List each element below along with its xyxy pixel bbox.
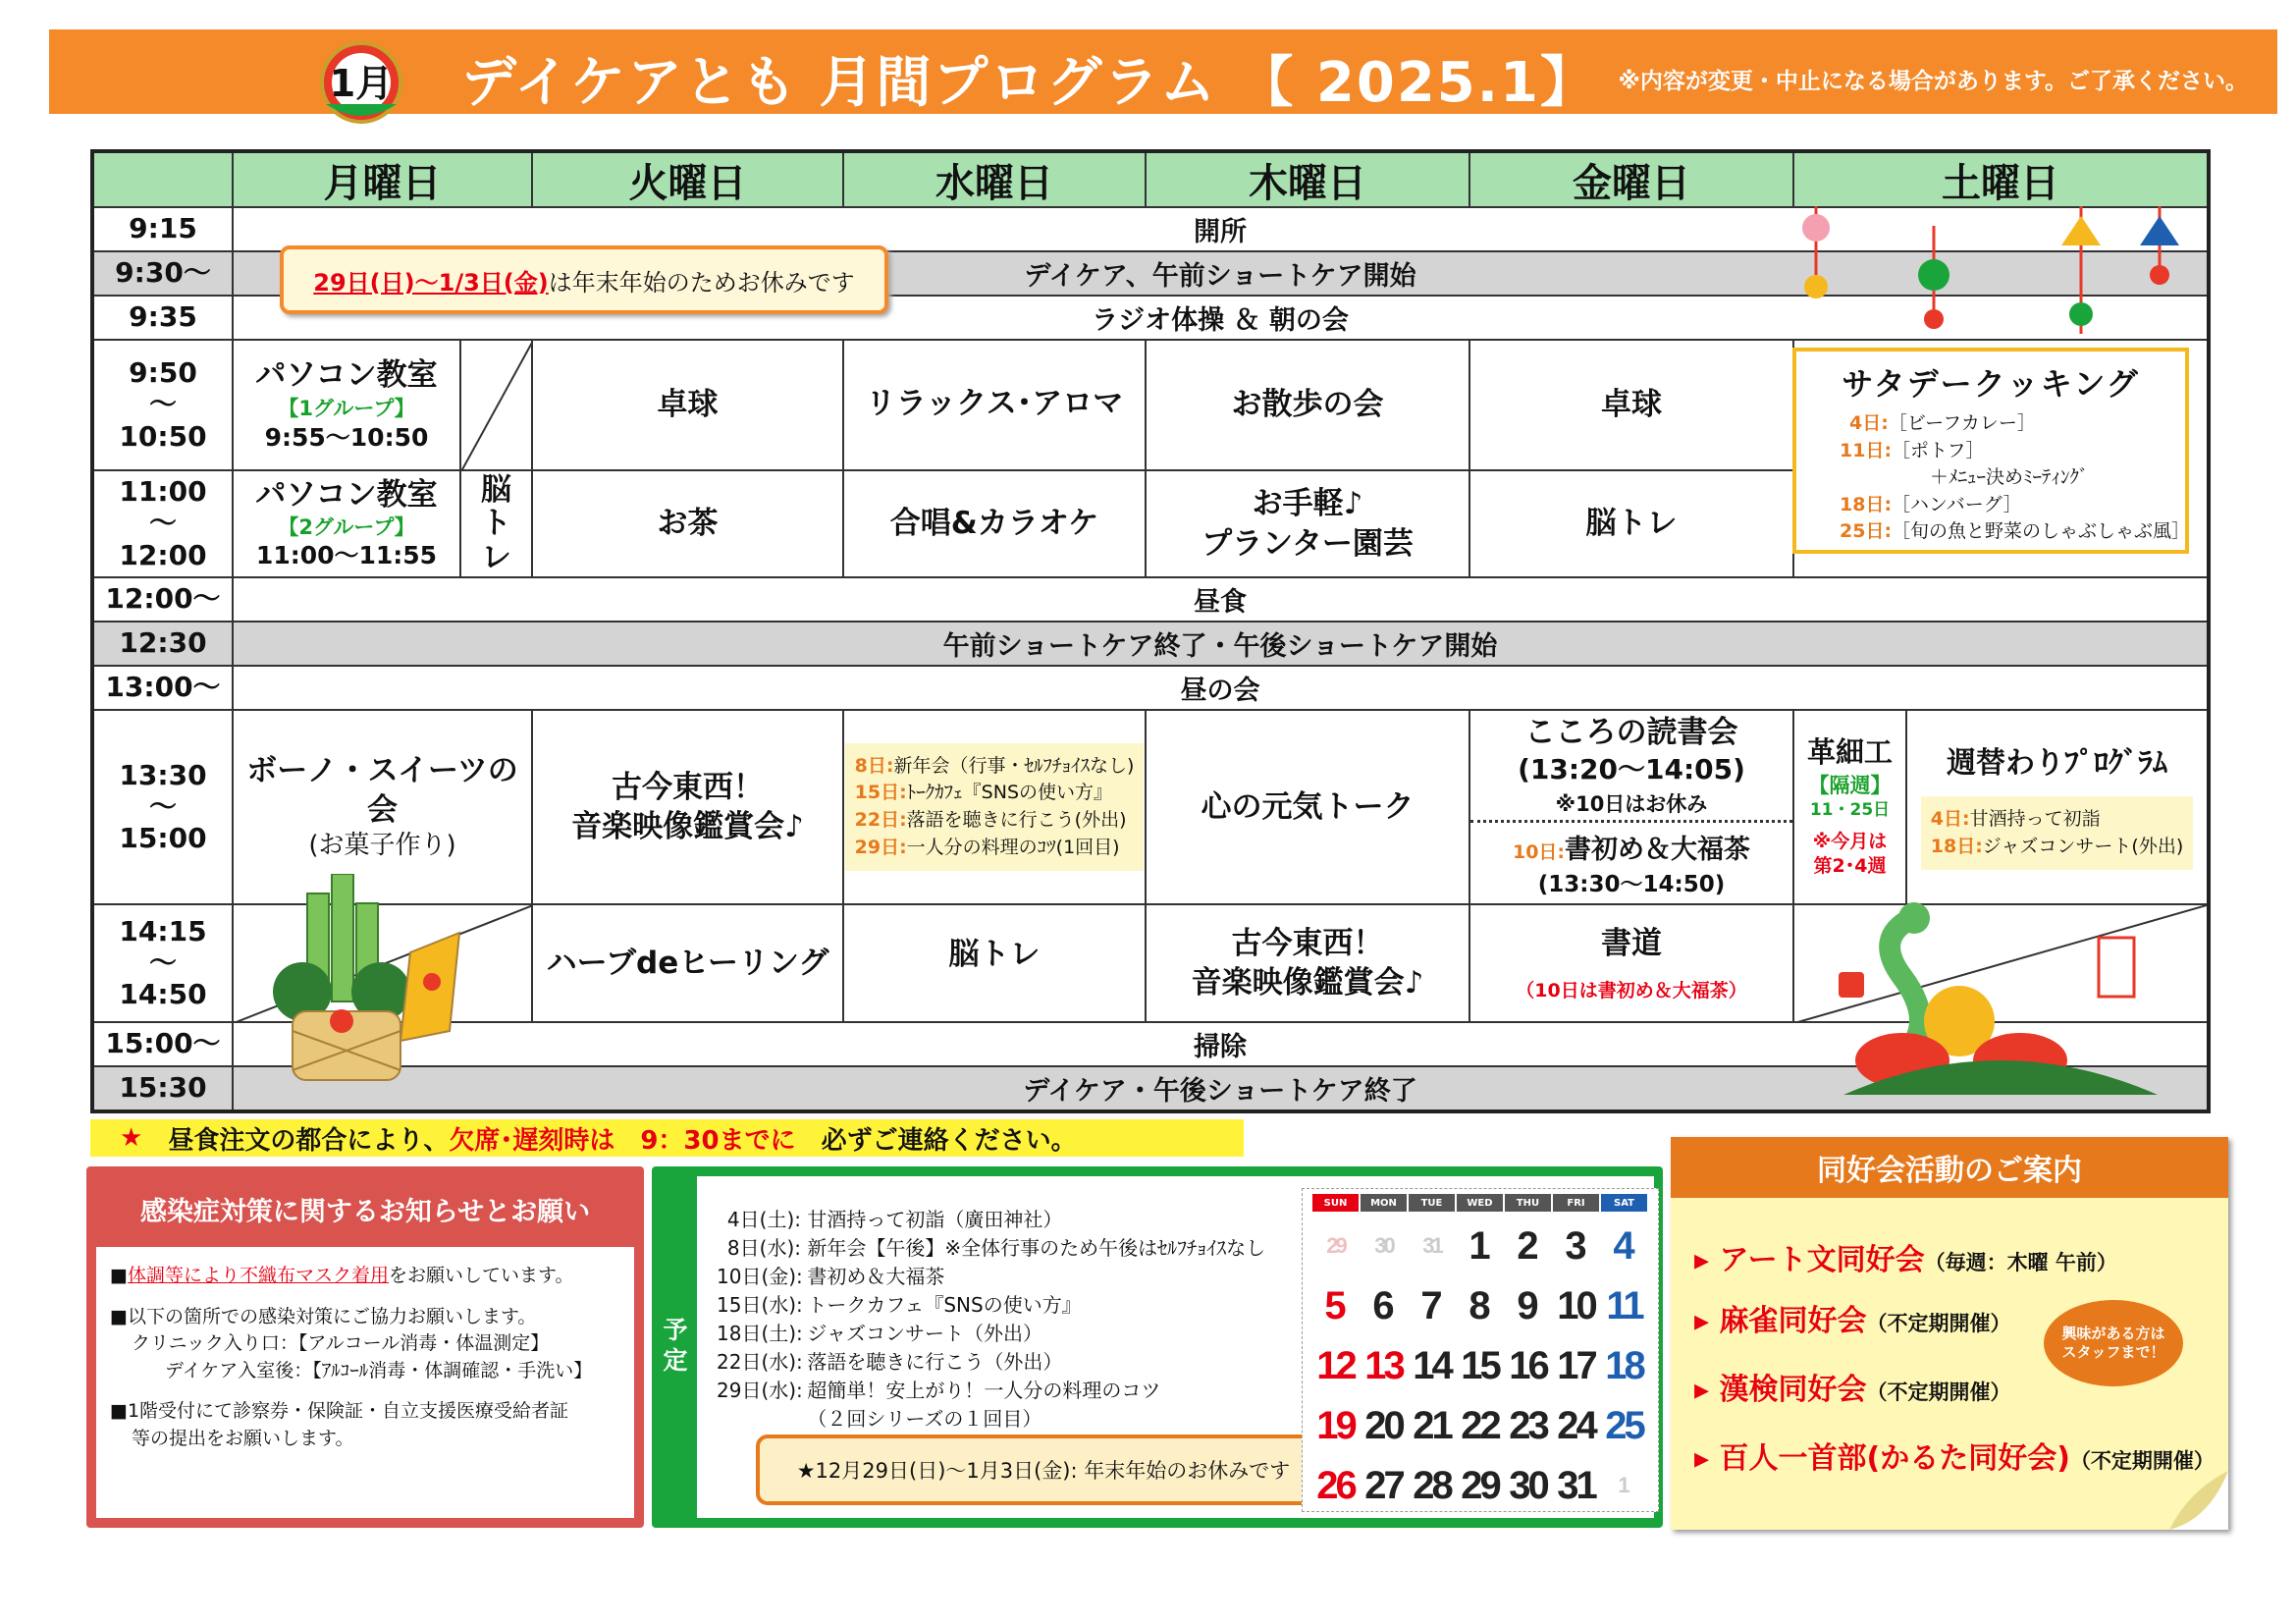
thu-pm2	[1147, 905, 1470, 1023]
header-banner	[49, 29, 2277, 114]
calendar-day: 7	[1420, 1283, 1443, 1327]
time-1330-end: 15:00	[119, 822, 207, 855]
holiday-dates: 29日(日)〜1/3日(金)	[313, 268, 549, 297]
row-kaisho: 開所	[234, 208, 2207, 252]
time-1415-start: 14:15	[119, 914, 207, 947]
infection-p2-l1: クリニック入り口：【アルコール消毒・体温測定】	[132, 1332, 550, 1355]
calendar-dow: SAT	[1601, 1194, 1647, 1212]
weekly-event: 4日:甘酒持って初詣	[1930, 807, 2101, 830]
calendar-day: 20	[1364, 1403, 1403, 1447]
leather-note-2: 第2･4週	[1813, 855, 1887, 878]
calendar-day: 31	[1422, 1233, 1441, 1258]
infection-title: 感染症対策に関するお知らせとお願い	[139, 1197, 591, 1227]
tue-am2: お茶	[533, 471, 844, 578]
calendar-day: 26	[1316, 1463, 1355, 1507]
time-1415-tilde: 〜	[148, 946, 177, 979]
day-header-mon: 月曜日	[234, 153, 533, 208]
calendar-day: 13	[1364, 1343, 1403, 1387]
tue-am1: 卓球	[533, 341, 844, 471]
calendar-day: 30	[1509, 1463, 1547, 1507]
calendar-day: 22	[1461, 1403, 1499, 1447]
tue-pm1-line2: 音楽映像鑑賞会♪	[571, 809, 804, 844]
pc2-time: 11:00〜11:55	[255, 541, 438, 570]
calendar-day: 31	[1557, 1463, 1595, 1507]
plan-item: 8日(水): 新年会【午後】※全体行事のため午後はｾﾙﾌﾁｮｲｽなし	[726, 1236, 1266, 1260]
day-header-fri: 金曜日	[1470, 153, 1794, 208]
calendar-day: 1	[1618, 1473, 1630, 1497]
time-1300: 13:00〜	[94, 667, 234, 711]
calendar-day: 29	[1461, 1463, 1499, 1507]
new-year-ornaments-icon	[1787, 206, 2199, 353]
fri-pm1	[1470, 711, 1794, 905]
january-badge-icon	[314, 37, 408, 126]
time-0950-end: 10:50	[119, 419, 207, 453]
time-1100-start: 11:00	[119, 475, 207, 509]
calendar-dow: THU	[1505, 1194, 1551, 1212]
star-note-c: 必ずご連絡ください。	[795, 1125, 1077, 1156]
day-header-wed: 水曜日	[844, 153, 1147, 208]
plan-item: 4日(土): 甘酒持って初詣（廣田神社）	[726, 1208, 1063, 1231]
cooking-item: 11日:［ポトフ］	[1840, 439, 1985, 461]
infection-p3-b: 等の提出をお願いします。	[132, 1427, 354, 1449]
wed-pm1-events	[845, 743, 1145, 871]
time-0950	[94, 341, 234, 471]
calendar-day: 24	[1557, 1403, 1595, 1447]
bubble-line2: スタッフまで！	[2061, 1343, 2165, 1361]
holiday-notice	[280, 245, 888, 314]
pc1-title: パソコン教室	[255, 357, 438, 394]
kadomatsu-icon	[263, 874, 469, 1090]
diagonal-line-icon	[461, 341, 533, 471]
time-0915: 9:15	[94, 208, 234, 252]
calendar-day: 30	[1374, 1233, 1393, 1258]
club-title: 同好会活動のご案内	[1671, 1137, 2228, 1198]
time-1415-end: 14:50	[119, 978, 207, 1011]
calendar-day: 1	[1468, 1223, 1491, 1268]
weekly-event: 18日:ジャズコンサート(外出)	[1930, 835, 2184, 857]
calendar-day: 21	[1413, 1403, 1451, 1447]
plans-list	[717, 1206, 1265, 1434]
reading-note: ※10日はお休み	[1555, 791, 1708, 816]
thu-pm2-line2: 音楽映像鑑賞会♪	[1191, 965, 1424, 1001]
row-end: デイケア・午後ショートケア終了	[234, 1067, 2207, 1110]
mon-pc-class-2	[234, 471, 461, 578]
wed-pm1	[844, 711, 1147, 905]
wed-event: 29日:一人分の料理のｺﾂ(1回目)	[854, 836, 1120, 858]
infection-p2: ■以下の箇所での感染対策にご協力お願いします。	[110, 1305, 537, 1327]
infection-p2-l2: デイケア入室後：【ｱﾙｺｰﾙ消毒・体調確認・手洗い】	[165, 1359, 593, 1381]
plan-item: （２回シリーズの１回目）	[807, 1407, 1042, 1431]
header-corner	[94, 153, 234, 208]
fri-am2: 脳トレ	[1470, 471, 1794, 578]
page-curl-icon	[2169, 1471, 2228, 1530]
weekly-events	[1921, 796, 2194, 870]
calendar-day: 17	[1557, 1343, 1595, 1387]
day-header-thu: 木曜日	[1147, 153, 1470, 208]
thu-am2-line2: プランター園芸	[1201, 525, 1414, 562]
january-calendar	[1302, 1188, 1659, 1512]
wed-am1: リラックス･アロマ	[844, 341, 1147, 471]
infection-p1: ■体調等により不織布マスク着用をお願いしています。	[110, 1265, 574, 1286]
interest-bubble	[2044, 1300, 2183, 1386]
wed-am2: 合唱&カラオケ	[844, 471, 1147, 578]
calendar-day: 11	[1606, 1283, 1642, 1327]
calendar-day: 8	[1468, 1283, 1491, 1327]
infection-body	[96, 1247, 634, 1518]
time-1200: 12:00〜	[94, 578, 234, 623]
time-0930: 9:30〜	[94, 252, 234, 297]
mon-pc-class-1	[234, 341, 461, 471]
plan-item: 10日(金): 書初め＆大福茶	[717, 1265, 945, 1288]
sat-leather	[1794, 711, 1907, 905]
pc1-group: 【1グループ】	[278, 396, 415, 420]
row-lunch: 昼食	[234, 578, 2207, 623]
cooking-item: 4日:［ビーフカレー］	[1849, 412, 2036, 434]
row-hiru: 昼の会	[234, 667, 2207, 711]
time-0950-tilde: 〜	[148, 388, 177, 421]
time-1100	[94, 471, 234, 578]
infection-p3-a: ■1階受付にて診察券・保険証・自立支援医療受給者証	[110, 1400, 569, 1423]
lunch-contact-note	[90, 1119, 1244, 1157]
calendar-day: 3	[1565, 1223, 1587, 1268]
year-end-holiday-box: ★12月29日(日)〜1月3日(金): 年末年始のお休みです	[756, 1435, 1331, 1505]
day-header-sat: 土曜日	[1794, 153, 2207, 208]
calendar-day: 27	[1364, 1463, 1403, 1507]
time-1415	[94, 905, 234, 1023]
tue-pm2: ハーブdeヒーリング	[533, 905, 844, 1023]
star-icon: ★	[120, 1123, 143, 1153]
calendar-dow: TUE	[1409, 1194, 1455, 1212]
wed-pm2: 脳トレ	[844, 905, 1147, 1023]
time-1100-end: 12:00	[119, 538, 207, 571]
time-0935: 9:35	[94, 297, 234, 341]
holiday-text: は年末年始のためお休みです	[548, 268, 855, 297]
kakizome-line: 10日:書初め＆大福茶	[1512, 835, 1751, 865]
time-1330-start: 13:30	[119, 758, 207, 791]
pc2-group: 【2グループ】	[278, 515, 415, 540]
thu-am1: お散歩の会	[1147, 341, 1470, 471]
thu-am2	[1147, 471, 1470, 578]
reading-title: こころの読書会	[1524, 715, 1738, 751]
calendar-dow: SUN	[1312, 1194, 1359, 1212]
time-0950-start: 9:50	[129, 356, 197, 390]
calendar-day: 10	[1557, 1283, 1595, 1327]
calendar-day: 9	[1517, 1283, 1539, 1327]
badge-text: 1月	[329, 62, 394, 105]
notore-char-2: ト	[481, 506, 511, 542]
calendar-day: 15	[1461, 1343, 1499, 1387]
fri-am1: 卓球	[1470, 341, 1794, 471]
calendar-dow: FRI	[1553, 1194, 1599, 1212]
cooking-item: ＋ﾒﾆｭｰ決めﾐｰﾃｨﾝｸﾞ	[1930, 466, 2089, 489]
row-souji: 掃除	[234, 1023, 2207, 1067]
calendar-day: 4	[1613, 1223, 1635, 1268]
infection-panel	[86, 1166, 644, 1528]
thu-pm2-line1: 古今東西！	[1231, 925, 1384, 961]
weekly-title: 週替わりﾌﾟﾛｸﾞﾗﾑ	[1947, 745, 2167, 781]
wed-event: 8日:新年会（行事・ｾﾙﾌﾁｮｲｽなし)	[854, 754, 1135, 777]
shodo-title: 書道	[1601, 926, 1662, 962]
club-item-mahjong: ▸ 麻雀同好会（不定期開催）	[1694, 1304, 2011, 1338]
time-1330-tilde: 〜	[148, 789, 177, 823]
time-1500: 15:00〜	[94, 1023, 234, 1067]
day-header-tue: 火曜日	[533, 153, 844, 208]
calendar-day: 25	[1605, 1403, 1643, 1447]
star-note-b: 欠席･遅刻時は 9：30までに	[449, 1125, 796, 1156]
thu-am2-line1: お手軽♪	[1252, 486, 1363, 522]
calendar-day: 16	[1509, 1343, 1547, 1387]
calendar-day: 12	[1316, 1343, 1355, 1387]
cooking-item: 25日:［旬の魚と野菜のしゃぶしゃぶ風］	[1840, 520, 2191, 543]
club-panel	[1671, 1137, 2228, 1530]
plan-item: 29日(水): 超簡単！安上がり！一人分の料理のコツ	[717, 1379, 1161, 1402]
time-1230: 12:30	[94, 623, 234, 667]
time-1330	[94, 711, 234, 905]
mon-diagonal-cell	[461, 341, 533, 471]
notore-char-1: 脳	[481, 472, 511, 509]
sat-weekly	[1907, 711, 2207, 905]
page-title: デイケアとも 月間プログラム 【 2025.1】	[461, 51, 1597, 115]
calendar-day: 29	[1326, 1233, 1345, 1258]
calendar-day: 14	[1413, 1343, 1451, 1387]
time-1530: 15:30	[94, 1067, 234, 1110]
header-note: ※内容が変更・中止になる場合があります。ご了承ください。	[1618, 69, 2248, 94]
club-item-kanken: ▸ 漢検同好会（不定期開催）	[1694, 1373, 2011, 1407]
plan-item: 18日(土): ジャズコンサート（外出）	[717, 1322, 1042, 1345]
row-am-end: 午前ショートケア終了・午後ショートケア開始	[234, 623, 2207, 667]
calendar-day: 2	[1517, 1223, 1539, 1268]
calendar-day: 6	[1372, 1283, 1395, 1327]
leather-note-1: ※今月は	[1812, 830, 1888, 852]
pc1-time: 9:55〜10:50	[264, 423, 429, 453]
calendar-day: 18	[1605, 1343, 1643, 1387]
star-note-a: 昼食注文の都合により、	[142, 1125, 450, 1156]
time-1100-tilde: 〜	[148, 507, 177, 540]
wed-event: 22日:落語を聴きに行こう(外出)	[854, 809, 1127, 831]
plan-item: 22日(水): 落語を聴きに行こう（外出）	[717, 1350, 1063, 1374]
cooking-item: 18日:［ハンバーグ］	[1840, 493, 2022, 515]
plan-item: 15日(水): トークカフェ『SNSの使い方』	[717, 1293, 1082, 1317]
thu-pm1: 心の元気トーク	[1147, 711, 1470, 905]
calendar-day: 5	[1324, 1283, 1347, 1327]
row-daycare-start: デイケア、午前ショートケア開始	[234, 252, 2207, 297]
fri-kakizome-block	[1513, 823, 1750, 903]
pc2-title: パソコン教室	[255, 477, 438, 514]
fri-reading-block	[1470, 711, 1792, 823]
kakizome-time: (13:30〜14:50)	[1537, 872, 1726, 897]
reading-time: (13:20〜14:05)	[1518, 753, 1745, 786]
snake-decoration-icon	[1834, 898, 2167, 1105]
plans-label: 予定	[660, 1317, 688, 1378]
calendar-day: 28	[1413, 1463, 1451, 1507]
club-item-karuta: ▸ 百人一首部(かるた同好会)（不定期開催）	[1694, 1441, 2215, 1476]
fri-pm2	[1470, 905, 1794, 1023]
calendar-dow: WED	[1457, 1194, 1503, 1212]
tue-pm1-line1: 古今東西！	[612, 769, 764, 805]
wed-event: 15日:ﾄｰｸｶﾌｪ『SNSの使い方』	[854, 782, 1113, 804]
sweets-title: ボーノ・スイーツの会	[246, 752, 518, 829]
mon-notore-vertical	[461, 471, 533, 578]
calendar-day: 23	[1509, 1403, 1547, 1447]
calendar-day: 19	[1316, 1403, 1355, 1447]
cooking-title: サタデークッキング	[1842, 365, 2140, 403]
club-item-art: ▸ アート文同好会（毎週：木曜 午前）	[1694, 1243, 2117, 1277]
tue-pm1	[533, 711, 844, 905]
leather-title: 革細工	[1806, 734, 1893, 769]
calendar-dow: MON	[1361, 1194, 1407, 1212]
sweets-sub: (お菓子作り)	[308, 831, 456, 861]
shodo-note: （10日は書初め＆大福茶）	[1516, 979, 1747, 1001]
notore-char-3: レ	[481, 539, 511, 575]
leather-freq: 【隔週】	[1808, 773, 1892, 797]
leather-dates: 11・25日	[1809, 799, 1891, 820]
bubble-line1: 興味がある方は	[2061, 1324, 2165, 1342]
saturday-cooking-box	[1792, 348, 2189, 554]
row-radio: ラジオ体操 ＆ 朝の会	[234, 297, 2207, 341]
